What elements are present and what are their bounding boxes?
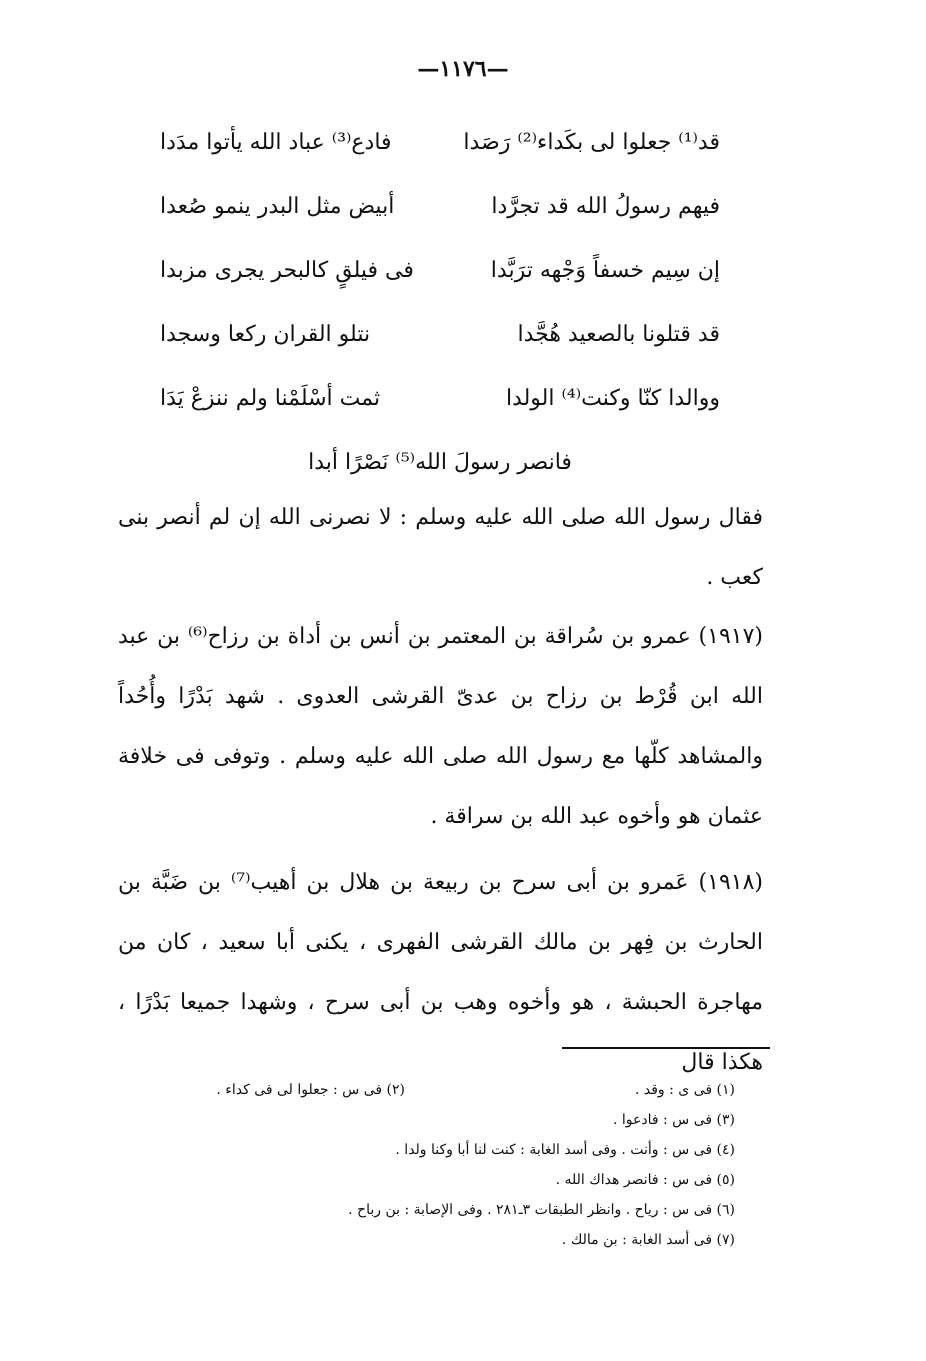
footnotes (180, 1075, 735, 1255)
poem-verse (160, 118, 720, 182)
footnote-4: (٤) فى س : وأنت . وفى أسد الغابة : كنت لنا أبا وكنا ولدا . (395, 1142, 735, 1158)
verse-right-hemistich: قد قتلونا بالصعيد هُجَّدا (517, 322, 720, 347)
final-hemistich: فانصر رسولَ الله⁽⁵⁾ نَصْرًا أبدا (308, 450, 572, 475)
footnote-row (180, 1075, 735, 1105)
poem (160, 118, 720, 502)
footnote-2: (٢) فى س : جعلوا لى فى كداء . (216, 1082, 405, 1098)
paragraph-entry-1917: (١٩١٧) عمرو بن سُراقة بن المعتمر بن أنس بن أداة بن رزاح⁽⁶⁾ بن عبد الله ابن قُرْط بن رزاح بن عدىّ القرشى العدوى . شهد بَدْرًا وأُحُداً والمشاهد كلّها مع رسول الله صلى الله عليه وسلم . وتوفى فى خلافة عثمان هو وأخوه عبد الله بن سراقة . (118, 624, 764, 829)
footnote-6: (٦) فى س : رياح . وانظر الطبقات ٣ـ٢٨١ . وفى الإصابة : بن رباح . (348, 1202, 735, 1218)
footnote-divider (562, 1047, 770, 1049)
footnote-1: (١) فى ى : وقد . (634, 1082, 735, 1098)
verse-right-hemistich: ووالدا كنّا وكنت⁽⁴⁾ الولدا (505, 386, 720, 411)
poem-verse (160, 374, 720, 438)
verse-left-hemistich: فادع⁽³⁾ عباد الله يأتوا مدَدا (160, 130, 392, 155)
verse-left-hemistich: نتلو القران ركعا وسجدا (160, 322, 371, 347)
verse-left-hemistich: أبيض مثل البدر ينمو صُعدا (160, 194, 395, 219)
verse-left-hemistich: فى فيلقٍ كالبحر يجرى مزبدا (160, 258, 414, 283)
verse-left-hemistich: ثمت أسْلَمْنا ولم ننزعْ يَدَا (160, 386, 381, 411)
verse-right-hemistich: قد⁽¹⁾ جعلوا لى بكَداء⁽²⁾ رَصَدا (463, 130, 720, 155)
poem-verse (160, 182, 720, 246)
paragraph-entry-1918: (١٩١٨) عَمرو بن أبى سرح بن ربيعة بن هلال بن أهيب⁽⁷⁾ بن ضَبَّة بن الحارث بن فِهر بن مالك القرشى الفهرى ، يكنى أبا سعيد ، كان من مهاجرة الحبشة ، هو وأخوه وهب بن أبى سرح ، وشهدا جميعا بَدْرًا ، هكذا قال (118, 870, 763, 1075)
poem-verse (160, 246, 720, 310)
verse-right-hemistich: فيهم رسولُ الله قد تجرَّدا (491, 194, 720, 219)
footnote-5: (٥) فى س : فانصر هداك الله . (555, 1172, 735, 1188)
footnote-7: (٧) فى أسد الغابة : بن مالك . (561, 1232, 735, 1248)
paragraph-prophet-saying: فقال رسول الله صلى الله عليه وسلم : لا نصرنى الله إن لم أنصر بنى كعب . (118, 505, 763, 590)
verse-right-hemistich: إن سِيم خسفاً وَجْهه ترَبَّدا (490, 258, 720, 283)
poem-verse (160, 310, 720, 374)
page-number: —١١٧٦— (417, 56, 509, 82)
footnote-3: (٣) فى س : فادعوا . (613, 1112, 735, 1128)
